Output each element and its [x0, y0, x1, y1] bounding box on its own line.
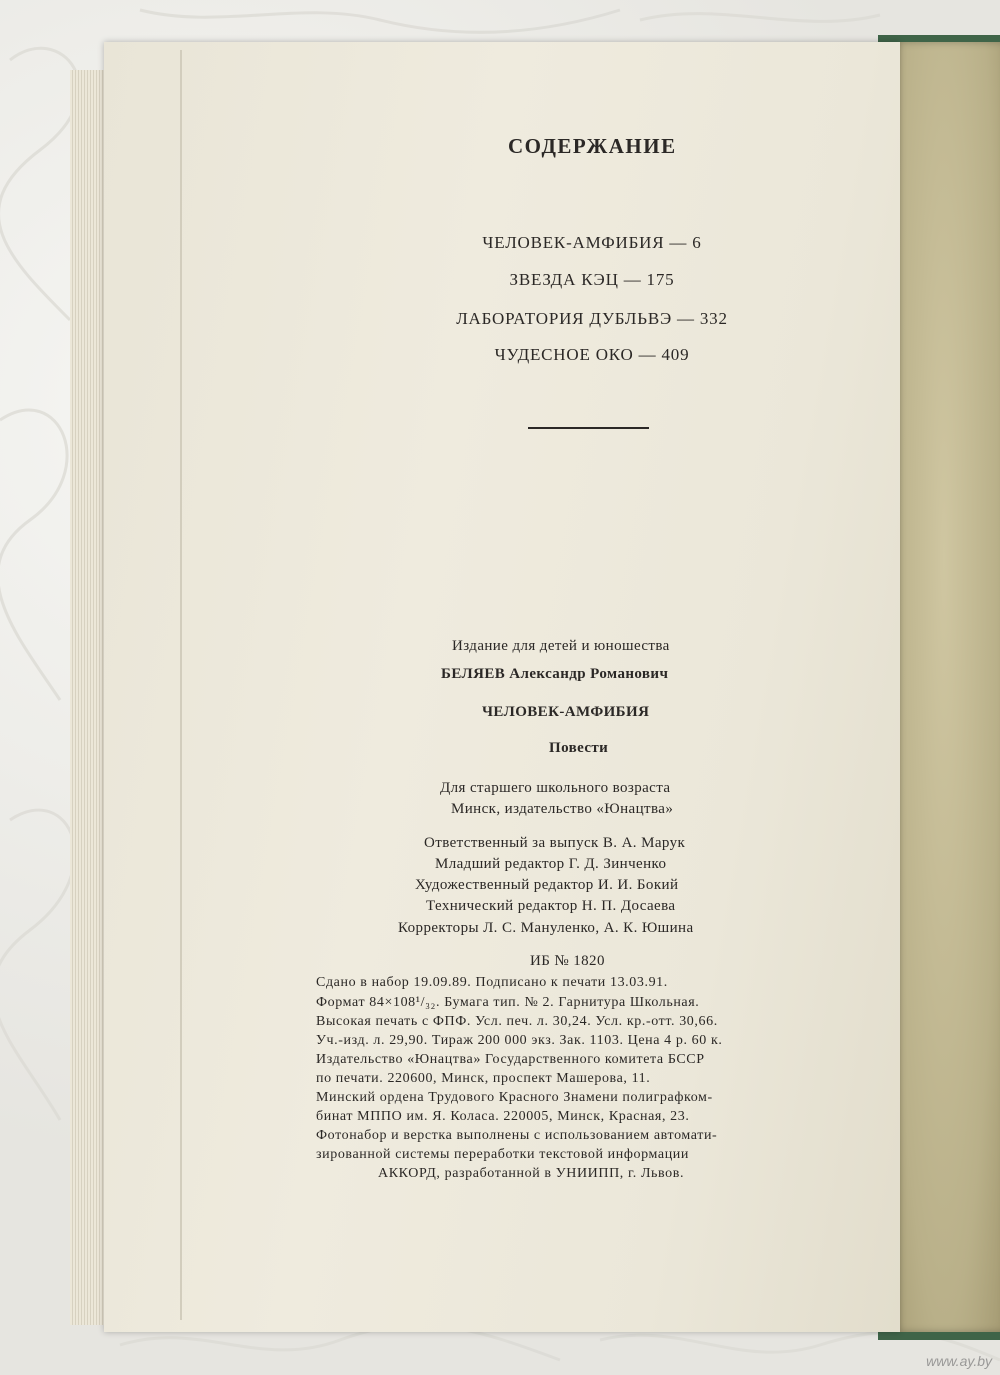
credit-line: Корректоры Л. С. Мануленко, А. К. Юшина [398, 920, 694, 936]
toc-item-3: ЛАБОРАТОРИЯ ДУБЛЬВЭ — 332 [456, 309, 728, 328]
credit-line: Младший редактор Г. Д. Зинченко [435, 856, 667, 872]
detail-line: АККОРД, разработанной в УНИИПП, г. Львов. [378, 1166, 685, 1181]
detail-line: зированной системы переработки текстовой информации [316, 1147, 689, 1162]
toc-item-2: ЗВЕЗДА КЭЦ — 175 [509, 270, 675, 289]
publisher: Минск, издательство «Юнацтва» [451, 801, 674, 817]
detail-line: Издательство «Юнацтва» Государственного комитета БССР [316, 1052, 705, 1067]
ib-number: ИБ № 1820 [530, 953, 605, 969]
credit-line: Художественный редактор И. И. Бокий [415, 877, 679, 893]
detail-line: Фотонабор и верстка выполнены с использованием автомати- [316, 1128, 718, 1143]
book-title: ЧЕЛОВЕК-АМФИБИЯ [482, 704, 650, 720]
credit-line: Технический редактор Н. П. Досаева [426, 898, 676, 914]
credit-line: Ответственный за выпуск В. А. Марук [424, 835, 686, 851]
author-name: БЕЛЯЕВ Александр Романович [441, 666, 669, 682]
detail-line: бинат МППО им. Я. Коласа. 220005, Минск, Красная, 23. [316, 1109, 690, 1124]
audience: Для старшего школьного возраста [440, 780, 671, 796]
edition-note: Издание для детей и юношества [452, 638, 670, 654]
toc-item-1: ЧЕЛОВЕК-АМФИБИЯ — 6 [482, 233, 702, 252]
detail-line: Формат 84×108¹/₃₂. Бумага тип. № 2. Гарнитура Школьная. [316, 995, 700, 1010]
detail-line: Минский ордена Трудового Красного Знамени полиграфком- [316, 1090, 713, 1105]
genre: Повести [549, 740, 609, 756]
contents-title: СОДЕРЖАНИЕ [508, 134, 677, 158]
toc-item-4: ЧУДЕСНОЕ ОКО — 409 [494, 345, 690, 364]
detail-line: по печати. 220600, Минск, проспект Машерова, 11. [316, 1071, 651, 1086]
detail-line: Уч.-изд. л. 29,90. Тираж 200 000 экз. Зак. 1103. Цена 4 р. 60 к. [316, 1033, 723, 1048]
detail-line: Сдано в набор 19.09.89. Подписано к печати 13.03.91. [316, 975, 668, 990]
detail-line: Высокая печать с ФПФ. Усл. печ. л. 30,24. Усл. кр.-отт. 30,66. [316, 1014, 718, 1029]
watermark: www.ay.by [926, 1353, 992, 1369]
section-divider [528, 427, 649, 429]
